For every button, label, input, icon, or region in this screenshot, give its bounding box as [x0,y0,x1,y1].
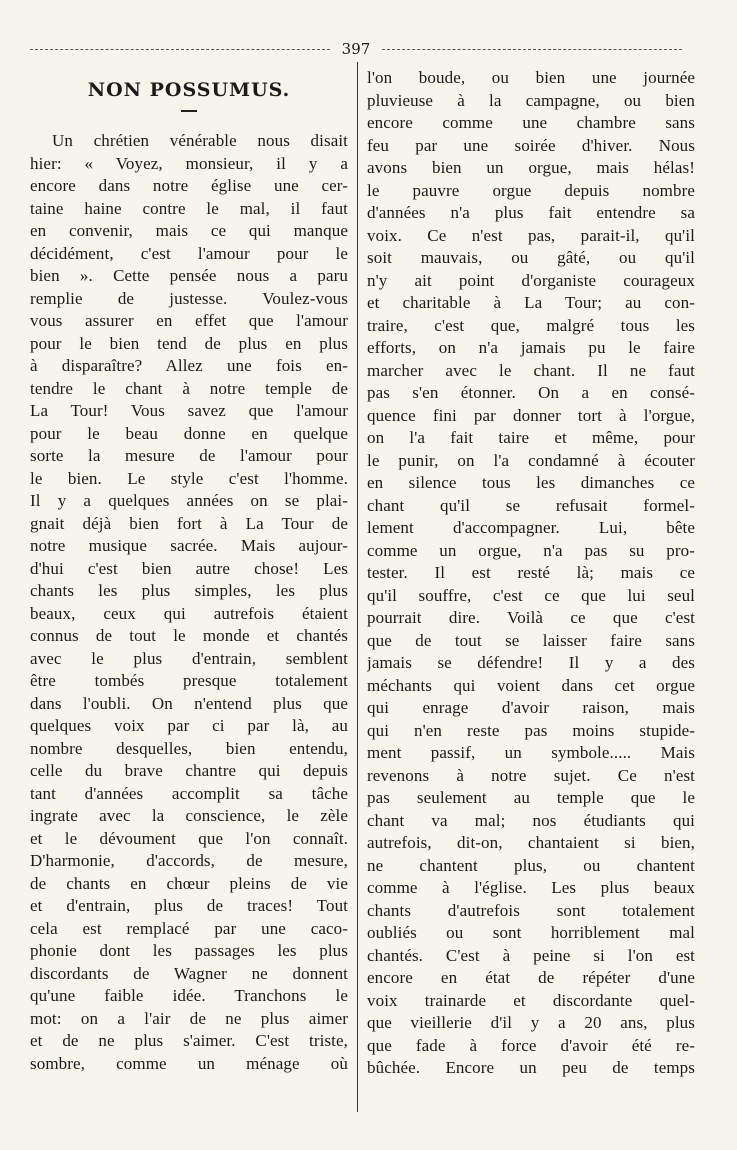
text-line: autrefois, dit-on, chantaient si bien, [367,833,695,852]
text-line: qu'il souffre, c'est ce que lui seul [367,585,695,605]
text-line: comme un orgue, n'a pas su pro- [367,540,695,560]
text-line: être tombés presque totalement [30,671,348,690]
text-line: gnait déjà bien fort à La Tour de [30,513,348,533]
text-line: Un chrétien vénérable nous disait [52,131,348,150]
text-line: Il y a quelques années on se plai- [30,491,348,510]
text-line: tant d'années accomplit sa tâche [30,783,348,803]
text-line: le bien. Le style c'est l'homme. [30,468,348,488]
text-line: qui n'en reste pas moins stupide- [367,720,695,740]
text-line: voix trainarde et discordante quel- [367,990,695,1010]
text-line: sombre, comme un ménage où [30,1053,348,1073]
text-line: et d'entrain, plus de traces! Tout [30,896,348,915]
text-line: pas seulement au temple que le [367,788,695,807]
text-line: dans l'oubli. On n'entend plus que [30,693,348,713]
text-line: avec le plus d'entrain, semblent [30,648,348,668]
text-line: l'on boude, ou bien une journée [367,68,695,87]
text-line: notre musique sacrée. Mais aujour- [30,536,348,555]
text-line: bien ». Cette pensée nous a paru [30,266,348,285]
text-line: hier: « Voyez, monsieur, il y a [30,153,348,173]
text-line: n'y ait point d'organiste courageux [367,270,695,290]
text-line: ment passif, un symbole..... Mais [367,743,695,762]
text-line: que vieillerie d'il y a 20 ans, plus [367,1013,695,1032]
text-line: chantés. C'est à peine si l'on est [367,945,695,965]
text-line: remplie de justesse. Voulez-vous [30,288,348,308]
right-column-text [367,67,695,1080]
text-line: connus de tout le monde et chantés [30,626,348,645]
text-line: jamais se défendre! Il y a des [367,653,695,672]
left-column-text [30,130,348,1075]
text-line: nombre desquelles, bien entendu, [30,738,348,758]
text-line: mot: on a l'air de ne plus aimer [30,1008,348,1028]
text-line: tester. Il est resté là; mais ce [367,563,695,582]
text-line: que de tout se laisser faire sans [367,630,695,650]
text-line: chants d'autrefois sont totalement [367,900,695,920]
text-line: et de ne plus s'aimer. C'est triste, [30,1031,348,1050]
text-line: quelques voix par ci par là, au [30,716,348,735]
text-line: qu'une faible idée. Tranchons le [30,986,348,1005]
left-column [30,70,348,1075]
text-line: tendre le chant à notre temple de [30,378,348,398]
text-line: en silence tous les dimanches ce [367,473,695,492]
article-title: NON POSSUMUS. [87,79,291,101]
text-line: on l'a fait taire et même, pour [367,428,695,447]
text-line: pluvieuse à la campagne, ou bien [367,90,695,110]
text-line: que fade à force d'avoir été re- [367,1035,695,1055]
text-line: d'années n'a plus fait entendre sa [367,203,695,222]
text-line: décidément, c'est l'amour pour le [30,243,348,263]
text-line: phonie dont les passages les plus [30,941,348,960]
text-line: encore en état de répéter d'une [367,968,695,987]
text-line: d'hui c'est bien autre chose! Les [30,558,348,578]
text-line: vous assurer en effet que l'amour [30,311,348,330]
text-line: chant va mal; nos étudiants qui [367,810,695,830]
text-line: voix. Ce n'est pas, parait-il, qu'il [367,225,695,245]
text-line: traire, c'est que, malgré tous les [367,315,695,335]
text-line: oubliés ou sont horriblement mal [367,923,695,942]
page-number: 397 [341,40,371,58]
text-line: ne chantent plus, ou chantent [367,855,695,875]
text-line: La Tour! Vous savez que l'amour [30,401,348,420]
text-line: feu par une soirée d'hiver. Nous [367,135,695,155]
text-line: efforts, on n'a jamais pu le faire [367,338,695,357]
text-line: discordants de Wagner ne donnent [30,963,348,983]
right-column [367,67,695,1080]
text-line: avons bien un orgue, mais hélas! [367,158,695,177]
text-line: de chants en chœur pleins de vie [30,873,348,893]
text-line: le punir, on l'a condamné à écouter [367,450,695,470]
text-line: qui enrage d'avoir raison, mais [367,698,695,717]
text-line: encore comme une chambre sans [367,113,695,132]
text-line: et charitable à La Tour; au con- [367,293,695,312]
text-line: quence fini par donner tort à l'orgue, [367,405,695,425]
text-line: pourrait dire. Voilà ce que c'est [367,608,695,627]
header-rule-left [30,49,330,50]
page-header [30,38,682,58]
column-divider [357,62,358,1112]
text-line: méchants qui voient dans cet orgue [367,675,695,695]
text-line: revenons à notre sujet. Ce n'est [367,765,695,785]
text-line: comme à l'église. Les plus beaux [367,878,695,897]
text-line: pour le beau donne en quelque [30,423,348,443]
text-line: marcher avec le chant. Il ne faut [367,360,695,380]
text-line: soit mauvais, ou gâté, ou qu'il [367,248,695,267]
text-line: à disparaître? Allez une fois en- [30,356,348,375]
text-line: sorte la mesure de l'amour pour [30,446,348,465]
text-line: celle du brave chantre qui depuis [30,761,348,780]
text-line: pas s'en étonner. On a en consé- [367,383,695,402]
text-line: lement d'accompagner. Lui, bête [367,518,695,537]
text-line: encore dans notre église une cer- [30,176,348,195]
text-line: taine haine contre le mal, il faut [30,198,348,218]
text-line: chant qu'il se refusait formel- [367,495,695,515]
text-line: pour le bien tend de plus en plus [30,333,348,353]
text-line: beaux, ceux qui autrefois étaient [30,603,348,623]
text-line: le pauvre orgue depuis nombre [367,180,695,200]
text-line: et le dévoument que l'on connaît. [30,828,348,848]
text-line: en convenir, mais ce qui manque [30,221,348,240]
text-line: chants les plus simples, les plus [30,581,348,600]
title-dash [181,110,197,112]
text-line: D'harmonie, d'accords, de mesure, [30,851,348,870]
text-line: bûchée. Encore un peu de temps [367,1058,695,1077]
text-line: cela est remplacé par une caco- [30,918,348,938]
text-line: ingrate avec la conscience, le zèle [30,806,348,825]
header-rule-right [382,49,682,50]
